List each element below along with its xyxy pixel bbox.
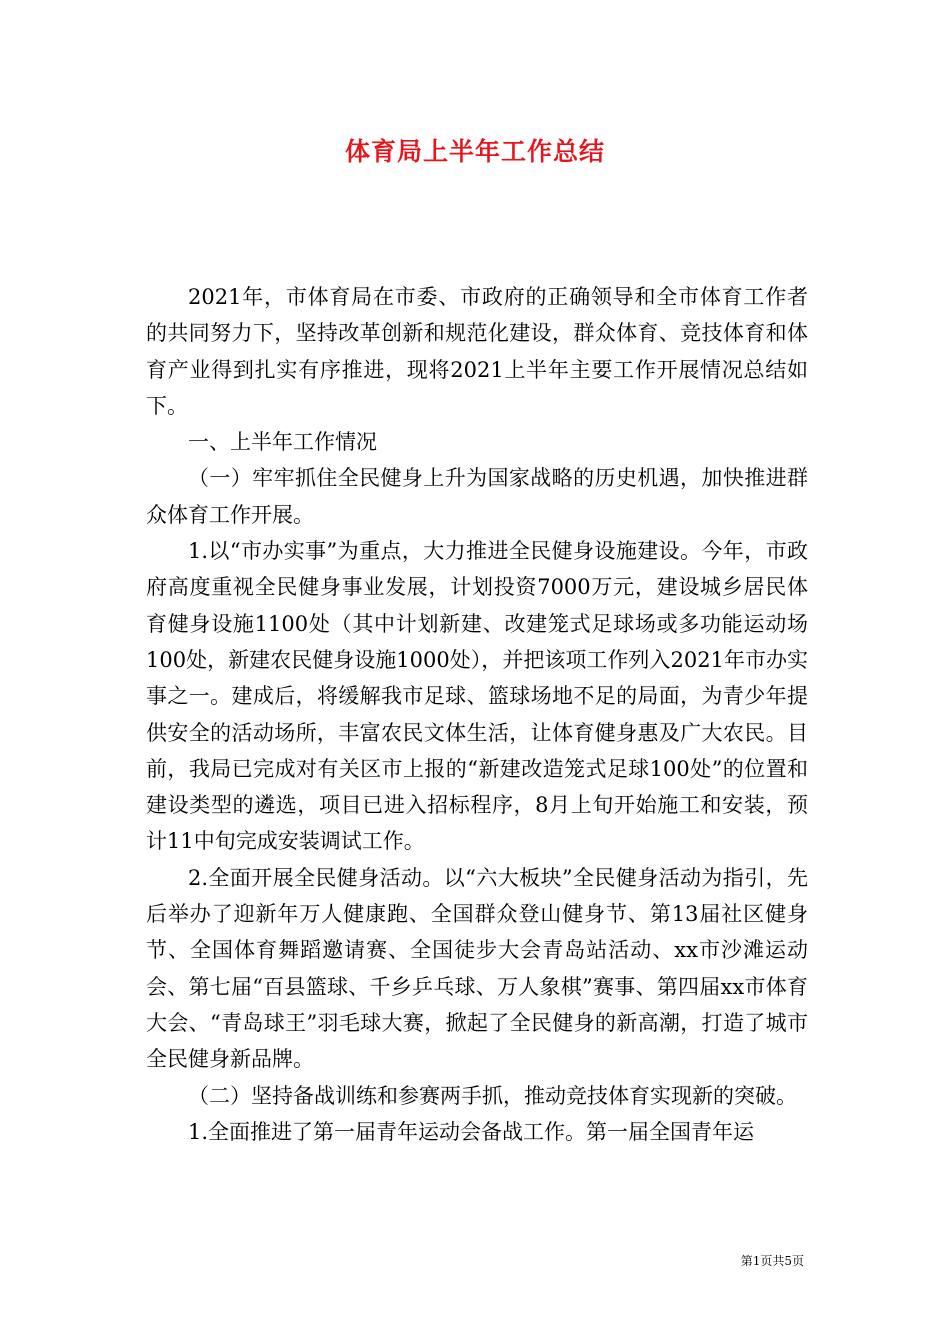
paragraph-item-1-2: 2.全面开展全民健身活动。以“六大板块”全民健身活动为指引，先后举办了迎新年万人健康跑、全国群众登山健身节、第13届社区健身节、全国体育舞蹈邀请赛、全国徒步大会青岛站活动、xx市沙滩运动会、第七届“百县篮球、千乡乒乓球、万人象棋”赛事、第四届xx市体育大会、“青岛球王”羽毛球大赛，掀起了全民健身的新高潮，打造了城市全民健身新品牌。: [146, 865, 808, 1072]
paragraph-item-2-1: 1.全面推进了第一届青年运动会备战工作。第一届全国青年运: [188, 1119, 755, 1144]
page-number: 第1页共5页: [740, 1254, 804, 1268]
document-body: [146, 279, 808, 1150]
subsection-heading-2: （二）坚持备战训练和参赛两手抓，推动竞技体育实现新的突破。: [188, 1083, 797, 1108]
paragraph-intro: 2021年，市体育局在市委、市政府的正确领导和全市体育工作者的共同努力下，坚持改革创新和规范化建设，群众体育、竞技体育和体育产业得到扎实有序推进，现将2021上半年主要工作开展情况总结如下。: [146, 285, 808, 418]
document-title: 体育局上半年工作总结: [344, 137, 605, 166]
section-heading-1: 一、上半年工作情况: [188, 430, 377, 455]
paragraph-item-1-1: 1.以“市办实事”为重点，大力推进全民健身设施建设。今年，市政府高度重视全民健身事业发展，计划投资7000万元，建设城乡居民体育健身设施1100处（其中计划新建、改建笼式足球场或多功能运动场100处，新建农民健身设施1000处），并把该项工作列入2021年市办实事之一。建成后，将缓解我市足球、篮球场地不足的局面，为青少年提供安全的活动场所，丰富农民文体生活，让体育健身惠及广大农民。目前，我局已完成对有关区市上报的“新建改造笼式足球100处”的位置和建设类型的遴选，项目已进入招标程序，8月上旬开始施工和安装，预计11中旬完成安装调试工作。: [146, 539, 808, 854]
subsection-heading-1: （一）牢牢抓住全民健身上升为国家战略的历史机遇，加快推进群众体育工作开展。: [146, 466, 808, 527]
